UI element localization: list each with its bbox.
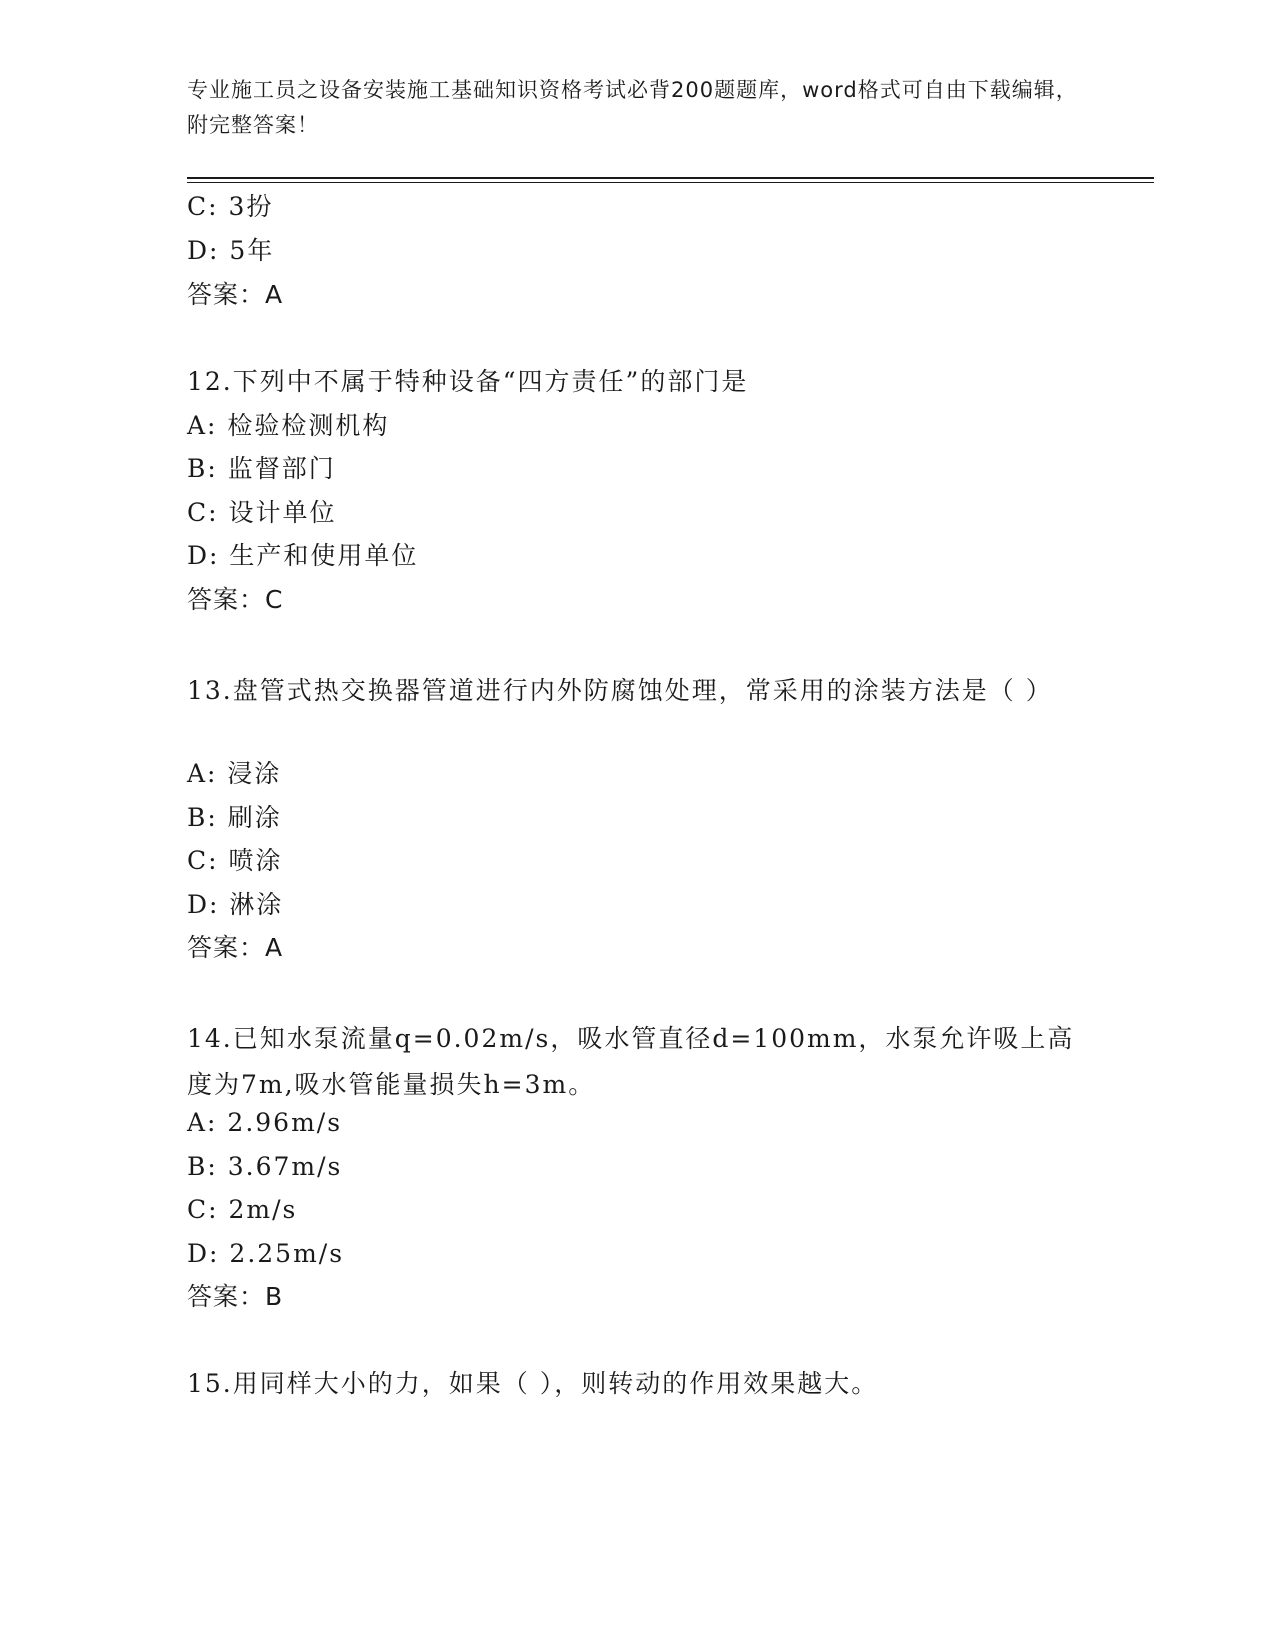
q14-option-b: B: 3.67m/s [187,1152,343,1181]
q11-option-c: C: 3扮 [187,192,274,221]
q13-answer: 答案：A [187,933,284,962]
q12-answer: 答案：C [187,585,284,614]
q13-option-d: D: 淋涂 [187,890,284,919]
q14-option-c: C: 2m/s [187,1195,298,1224]
q13-option-a: A: 浸涂 [187,759,282,788]
q12-option-d: D: 生产和使用单位 [187,541,419,570]
q12-option-a: A: 检验检测机构 [187,411,390,440]
q11-option-d: D: 5年 [187,236,275,265]
q15-text: 15.用同样大小的力，如果（ ），则转动的作用效果越大。 [187,1369,879,1398]
q13-option-c: C: 喷涂 [187,846,283,875]
q14-option-a: A: 2.96m/s [187,1108,343,1137]
q12-option-c: C: 设计单位 [187,498,337,527]
q13-option-b: B: 刷涂 [187,803,282,832]
q13-text: 13.盘管式热交换器管道进行内外防腐蚀处理，常采用的涂装方法是（ ） [187,676,1053,705]
header-rule-thick [187,177,1154,179]
q12-text: 12.下列中不属于特种设备“四方责任”的部门是 [187,367,749,396]
q12-option-b: B: 监督部门 [187,454,336,483]
q14-text: 14.已知水泵流量q=0.02m/s，吸水管直径d=100mm，水泵允许吸上高度为7m,吸水管能量损失h=3m。 [187,1024,1075,1099]
q14-option-d: D: 2.25m/s [187,1239,345,1268]
q11-answer: 答案：A [187,280,284,309]
document-header: 专业施工员之设备安装施工基础知识资格考试必背200题题库，word格式可自由下载编辑，附完整答案！ [187,78,1078,137]
q14-answer: 答案：B [187,1282,284,1311]
header-rule-thin [187,182,1154,183]
